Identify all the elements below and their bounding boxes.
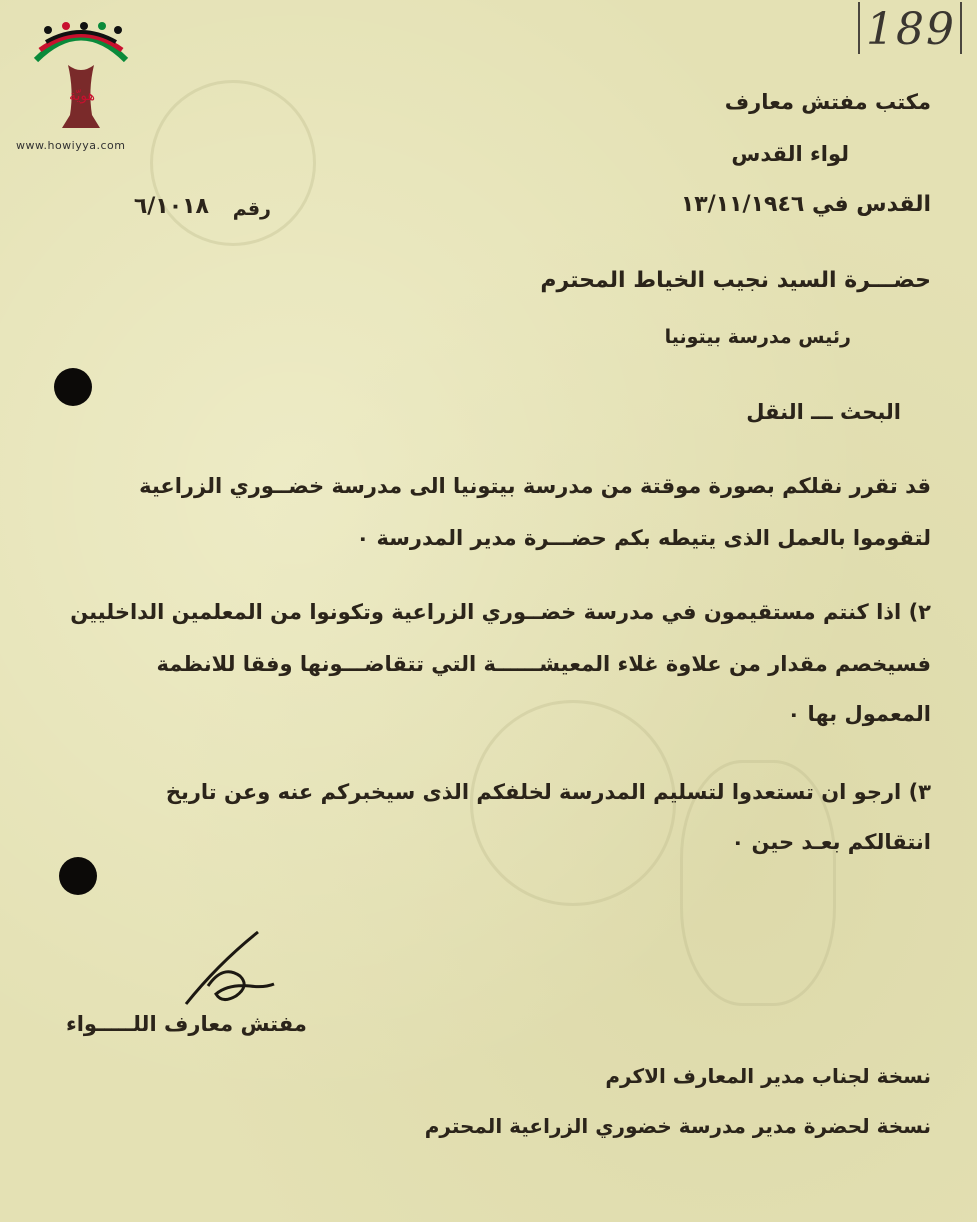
copy-to-director: نسخة لجناب مدير المعارف الاكرم	[605, 1064, 931, 1088]
paragraph-2-line-1: ٢) اذا كنتم مستقيمون في مدرسة خضــوري الزراعية وتكونوا من المعلمين الداخليين	[70, 600, 931, 624]
paragraph-1-line-2: لتقوموا بالعمل الذى يتيطه بكم حضـــرة مدير المدرسة ٠	[356, 526, 931, 550]
punch-hole	[54, 368, 92, 406]
logo-figures	[36, 22, 126, 60]
district-name: لواء القدس	[731, 142, 849, 166]
archive-number: 189	[866, 4, 956, 55]
copy-to-school-director: نسخة لحضرة مدير مدرسة خضوري الزراعية المحترم	[424, 1114, 931, 1138]
office-name: مكتب مفتش معارف	[724, 90, 931, 114]
paragraph-2-line-2: فسيخصم مقدار من علاوة غلاء المعيشــــــة التي تتقاضـــونها وفقا للانظمة	[156, 652, 931, 676]
logo-wordmark: هويّة	[68, 88, 96, 104]
subject: البحث ـــ النقل	[746, 400, 901, 424]
reference-label: رقم	[232, 198, 271, 220]
paragraph-3-line-2: انتقالكم بعـد حين ٠	[731, 830, 931, 854]
howiyya-logo	[26, 20, 136, 135]
logo-url: www.howiyya.com	[16, 139, 126, 152]
paragraph-3-line-1: ٣) ارجو ان تستعدوا لتسليم المدرسة لخلفكم الذى سيخبركم عنه وعن تاريخ	[165, 780, 931, 804]
reference-number: ٦/١٠١٨	[133, 194, 209, 219]
signatory-title: مفتش معارف اللـــــواء	[66, 1012, 307, 1036]
recipient-name: حضـــرة السيد نجيب الخياط المحترم	[540, 268, 931, 293]
handwritten-signature	[178, 924, 288, 1014]
punch-hole	[59, 857, 97, 895]
faded-stamp	[150, 80, 316, 246]
paragraph-2-line-3: المعمول بها ٠	[787, 702, 931, 726]
paragraph-1-line-1: قد تقرر نقلكم بصورة موقتة من مدرسة بيتونيا الى مدرسة خضــوري الزراعية	[139, 474, 931, 498]
place-date: القدس في ١٣/١١/١٩٤٦	[680, 192, 931, 217]
recipient-title: رئيس مدرسة بيتونيا	[664, 326, 851, 348]
